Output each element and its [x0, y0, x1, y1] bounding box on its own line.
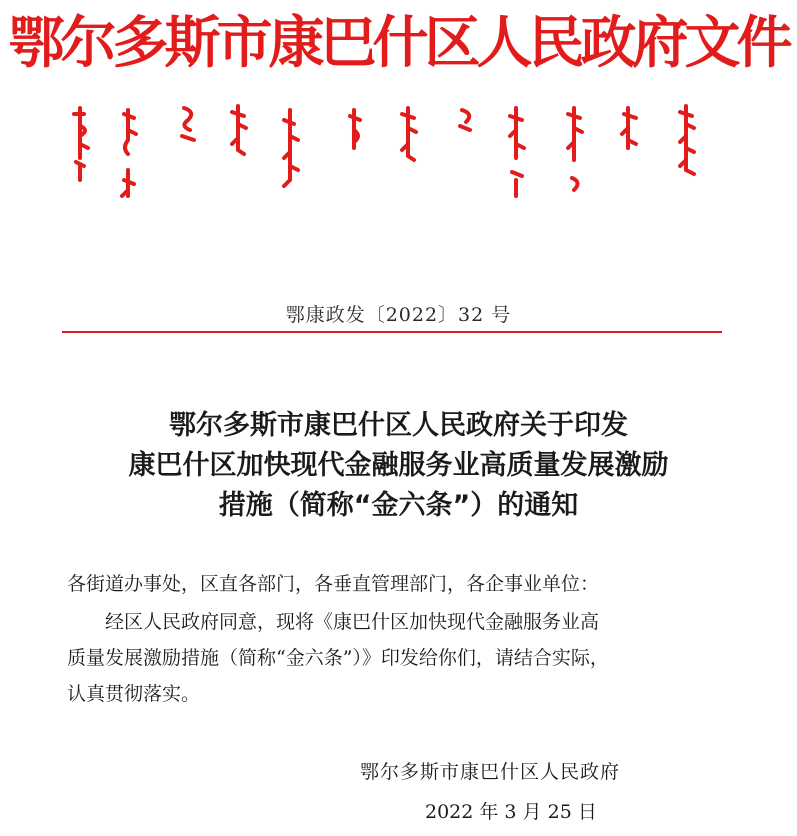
mongolian-word: [568, 108, 582, 190]
mongolian-word: [182, 108, 194, 140]
mongolian-word: [74, 108, 88, 180]
mongolian-word: [460, 110, 470, 130]
mongolian-word: [680, 106, 694, 174]
body-line: 认真贯彻落实。: [67, 683, 201, 705]
document-number: 鄂康政发〔2022〕32 号: [285, 304, 512, 326]
body-line: 质量发展激励措施（简称“金六条”）》印发给你们，请结合实际，: [67, 647, 609, 669]
salutation: 各街道办事处，区直各部门，各垂直管理部门，各企事业单位：: [67, 573, 600, 595]
title-line: 鄂尔多斯市康巴什区人民政府关于印发: [169, 410, 628, 441]
red-divider-line: [62, 331, 722, 333]
issuer-signature: 鄂尔多斯市康巴什区人民政府: [360, 761, 621, 783]
mongolian-word: [284, 110, 298, 186]
mongolian-word: [350, 110, 360, 148]
document-header-title: 鄂尔多斯市康巴什区人民政府文件: [8, 11, 789, 76]
body-line: 经区人民政府同意，现将《康巴什区加快现代金融服务业高: [105, 611, 600, 633]
mongolian-word: [510, 108, 524, 196]
issue-date: 2022 年 3 月 25 日: [425, 801, 597, 823]
mongolian-word: [402, 108, 416, 160]
mongolian-word: [622, 108, 636, 148]
mongolian-script-header: [62, 100, 742, 205]
document-title: [0, 406, 797, 526]
document-body: [67, 604, 737, 712]
mongolian-word: [122, 110, 136, 196]
title-line: 措施（简称“金六条”）的通知: [218, 490, 579, 521]
mongolian-word: [232, 106, 246, 154]
title-line: 康巴什区加快现代金融服务业高质量发展激励: [128, 450, 669, 481]
